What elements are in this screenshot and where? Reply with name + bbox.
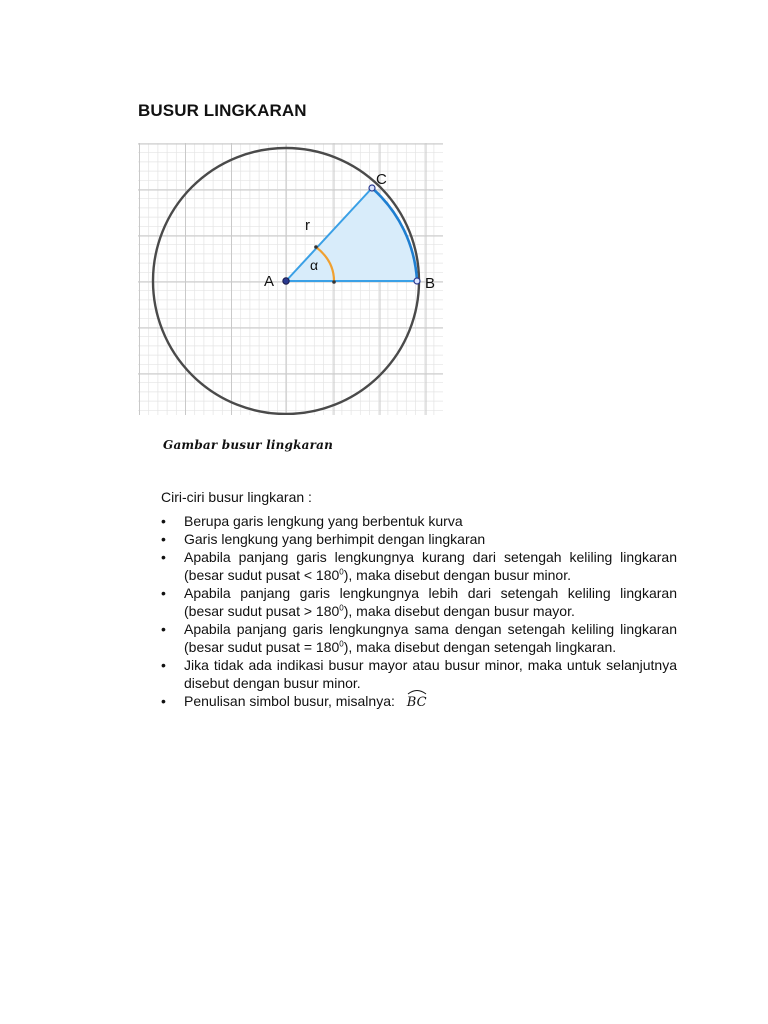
text-part: ), maka disebut dengan busur mayor.: [343, 603, 575, 619]
list-item-text: Penulisan simbol busur, misalnya:: [184, 693, 395, 709]
list-item-text: • Jika tidak ada indikasi busur mayor atau busur minor, maka untuk selanjutnya: [184, 657, 677, 673]
list-item: [161, 530, 677, 548]
text-part: (besar sudut pusat > 180: [184, 603, 340, 619]
text-part: ), maka disebut dengan busur minor.: [343, 567, 571, 583]
arc-hat-icon: [407, 689, 427, 695]
text-part: ), maka disebut dengan setengah lingkaran.: [343, 639, 617, 655]
text-part: (besar sudut pusat < 180: [184, 567, 340, 583]
list-item-text: • Garis lengkung yang berhimpit dengan lingkaran: [184, 531, 486, 547]
label-b: B: [425, 275, 436, 292]
point-b: [414, 278, 420, 284]
page-title: BUSUR LINGKARAN: [138, 101, 307, 120]
list-item-text: • Apabila panjang garis lengkungnya lebih dari setengah keliling lingkaran: [184, 585, 677, 601]
point-c: [369, 185, 375, 191]
degree-superscript: 0: [339, 639, 344, 649]
features-list: [161, 512, 677, 712]
label-a: A: [264, 273, 275, 290]
label-r: r: [305, 217, 310, 234]
list-item: [161, 584, 677, 620]
arc-symbol-letters: BC: [406, 695, 427, 710]
figure-caption: Gambar busur lingkaran: [163, 438, 334, 452]
arc-symbol: [407, 694, 427, 712]
angle-marker-dot: [314, 245, 318, 249]
label-c: C: [376, 171, 387, 188]
list-item-text: • Apabila panjang garis lengkungnya sama dengan setengah keliling lingkaran: [184, 621, 677, 637]
list-item-text: [184, 602, 677, 620]
degree-superscript: 0: [339, 567, 344, 577]
list-item-text: [184, 566, 677, 584]
list-item: [161, 548, 677, 584]
list-item: [161, 692, 677, 712]
degree-superscript: 0: [339, 603, 344, 613]
list-item: [161, 656, 677, 692]
list-item-text: [184, 638, 677, 656]
label-alpha: α: [310, 257, 319, 273]
list-item-text: • Apabila panjang garis lengkungnya kurang dari setengah keliling lingkaran: [184, 549, 677, 565]
arc-figure: [138, 143, 443, 415]
list-item: [161, 512, 677, 530]
point-a: [283, 278, 289, 284]
list-item: [161, 620, 677, 656]
features-intro: Ciri-ciri busur lingkaran :: [161, 489, 312, 505]
list-item-text: • Berupa garis lengkung yang berbentuk kurva: [184, 513, 463, 529]
angle-marker-dot: [332, 280, 336, 284]
list-item-text: disebut dengan busur minor.: [184, 675, 361, 691]
text-part: (besar sudut pusat = 180: [184, 639, 340, 655]
